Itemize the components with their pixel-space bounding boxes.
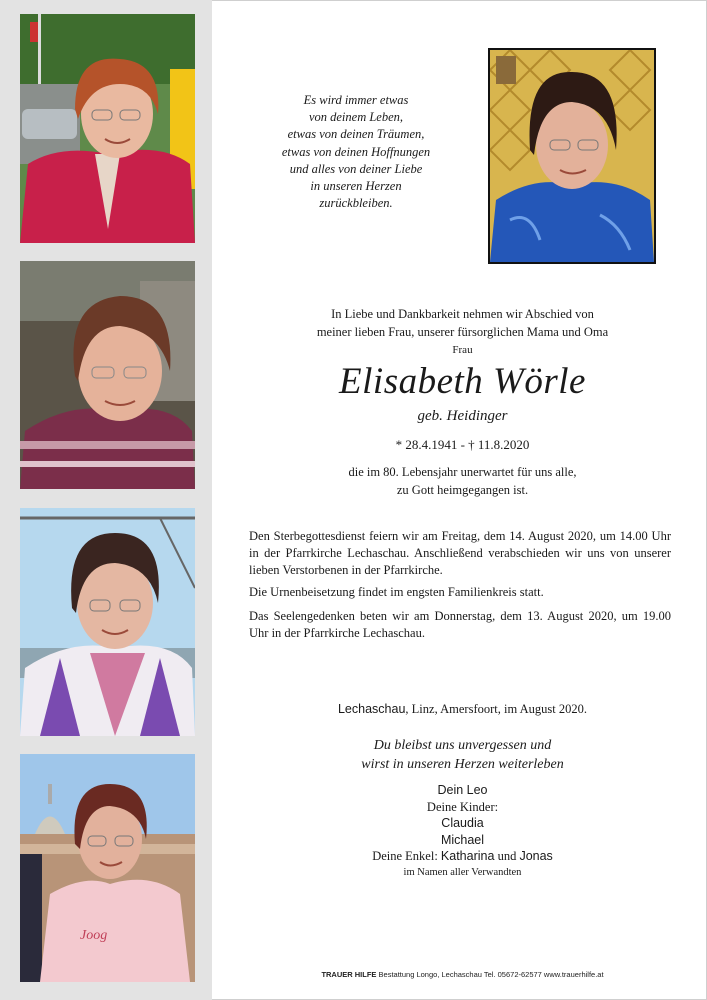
photo-city-view (20, 754, 195, 982)
closing-line: Du bleibst uns unvergessen und (373, 738, 552, 753)
place-date-line (240, 702, 685, 717)
place-rest: , Linz, Amersfoort, im August 2020. (405, 702, 587, 716)
signers (240, 782, 685, 881)
signer-husband: Dein Leo (437, 783, 488, 797)
poem-line: von deinem Leben, (308, 110, 404, 125)
footer-brand: TRAUER HILFE (321, 970, 377, 979)
poem-line: in unseren Herzen (310, 179, 402, 194)
poem-line: zurückbleiben. (319, 196, 393, 211)
signer-child: Michael (440, 832, 485, 847)
passing-line: zu Gott heimgegangen ist. (396, 482, 529, 497)
signer-grandchild: Katharina (440, 849, 495, 863)
photo-railing-purple-jacket (20, 508, 195, 736)
memorial-paragraph: Das Seelengedenken beten wir am Donnerstag, dem 13. August 2020, um 19.00 Uhr in der Pfarrkirche Lechaschau. (249, 609, 671, 640)
poem (256, 92, 456, 212)
portrait-photo (488, 48, 656, 264)
intro-line: In Liebe und Dankbarkeit nehmen wir Abschied von (331, 307, 594, 321)
passing-line: die im 80. Lebensjahr unerwartet für uns alle, (348, 465, 577, 479)
footer-text: Bestattung Longo, Lechaschau Tel. 05672-62577 www.trauerhilfe.at (376, 970, 604, 979)
grandchildren-label: Deine Enkel: (372, 849, 438, 863)
poem-line: etwas von deinen Träumen, (287, 127, 425, 142)
deceased-name: Elisabeth Wörle (339, 361, 586, 402)
urn-paragraph: Die Urnenbeisetzung findet im engsten Familienkreis statt. (249, 585, 544, 599)
poem-line: etwas von deinen Hoffnungen (281, 144, 431, 159)
intro-line: meiner lieben Frau, unserer fürsorglichen Mama und Oma (316, 324, 609, 339)
signer-child: Claudia (441, 816, 484, 830)
poem-line: und alles von deiner Liebe (289, 161, 423, 176)
life-dates: * 28.4.1941 - † 11.8.2020 (395, 437, 530, 452)
maiden-name: geb. Heidinger (417, 408, 508, 424)
footer (240, 970, 685, 979)
service-paragraph: Den Sterbegottesdienst feiern wir am Freitag, dem 14. August 2020, um 14.00 Uhr in der Pfarrkirche Lechaschau. Anschließend verabschieden wir uns von unserer lieben Verstorbenen in der Pfarrkirche. (249, 529, 671, 577)
photo-outdoor-red-jacket (20, 14, 195, 243)
children-label: Deine Kinder: (426, 799, 499, 814)
place-first: Lechaschau (337, 702, 406, 716)
closing-line: wirst in unseren Herzen weiterleben (361, 757, 564, 772)
signer-grandchild: Jonas (519, 849, 553, 863)
title-prefix: Frau (452, 344, 473, 356)
relatives-line: im Namen aller Verwandten (403, 866, 522, 878)
intro-text (240, 306, 685, 341)
and-word: und (497, 849, 517, 863)
passing-text (240, 464, 685, 499)
svg-text:Joog: Joog (80, 928, 108, 943)
grandchildren-line (240, 848, 685, 865)
closing-verse (240, 736, 685, 774)
photo-indoor-sweater (20, 261, 195, 489)
poem-line: Es wird immer etwas (303, 93, 409, 107)
